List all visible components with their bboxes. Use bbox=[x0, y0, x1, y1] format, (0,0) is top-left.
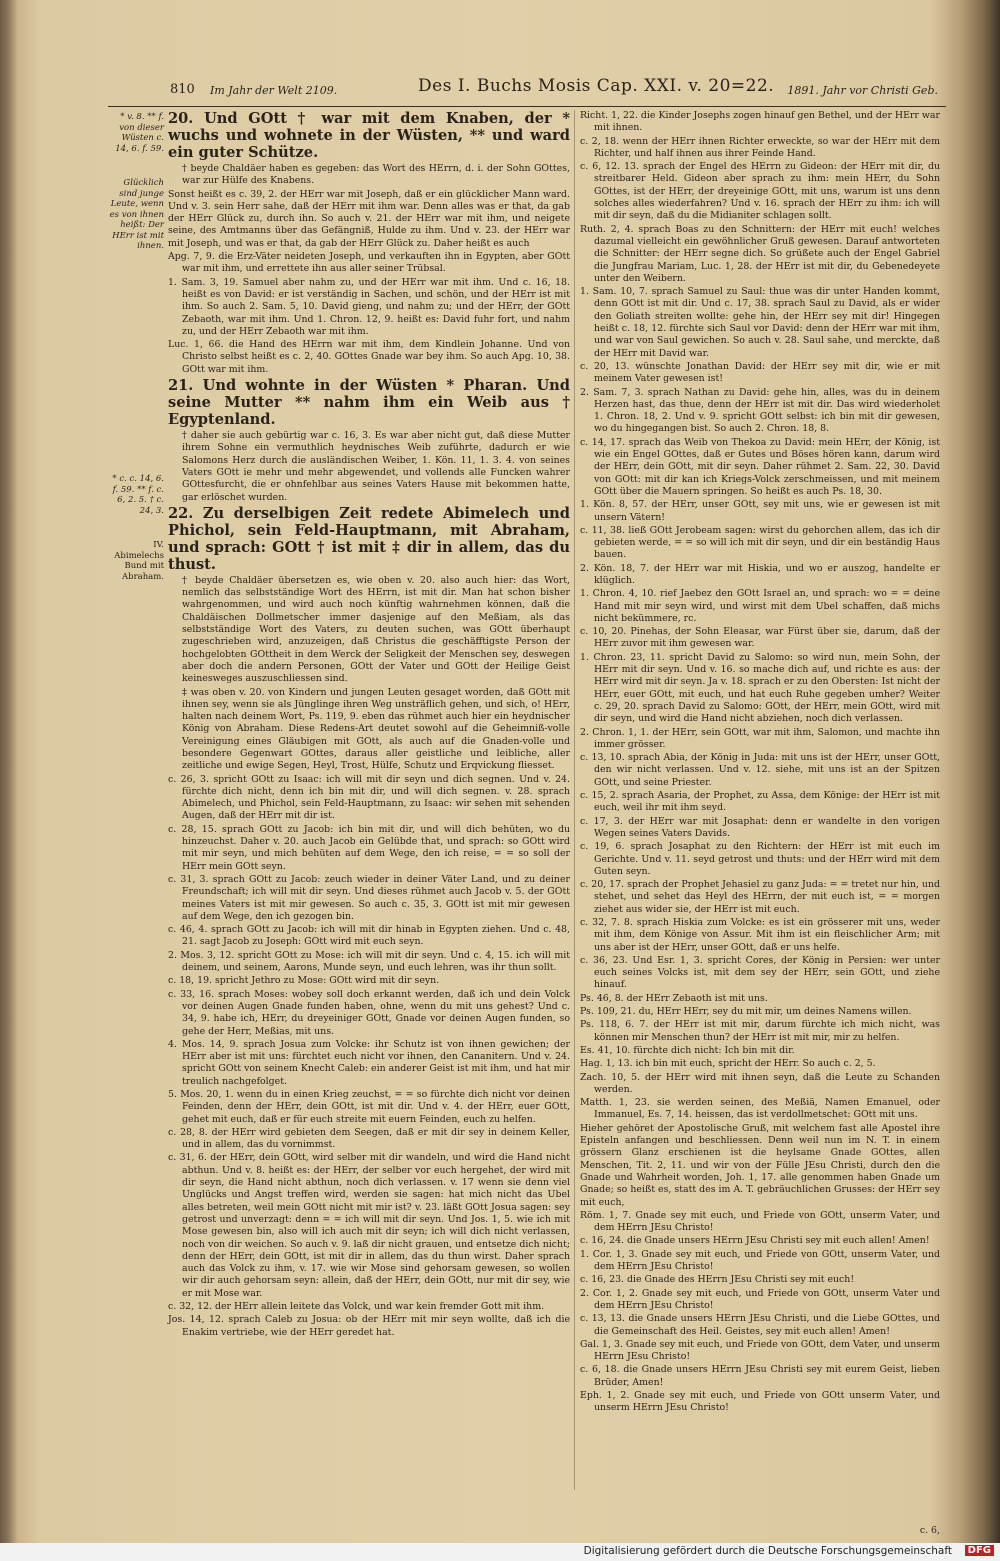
commentary-paragraph: c. 31, 3. sprach GOtt zu Jacob: zeuch wieder in deiner Väter Land, und zu deiner Freundschaft; ich will mit dir seyn. Und dieses rühmet auch Jacob v. 5. der GOtt meines Vaters ist mit mir gewesen. So auch c. 35, 3. GOtt ist mit mir gewesen auf dem Wege, den ich gezogen bin. bbox=[168, 873, 570, 922]
margin-note: Glücklich sind junge Leute, wenn es von ihnen heißt: Der HErr ist mit ihnen. bbox=[109, 178, 164, 251]
reference-paragraph: c. 10, 20. Pinehas, der Sohn Eleasar, war Fürst über sie, darum, daß der HErr zuvor mit ihm gewesen war. bbox=[580, 626, 940, 650]
catchword: c. 6, bbox=[919, 1525, 940, 1536]
reference-paragraph: Hag. 1, 13. ich bin mit euch, spricht der HErr. So auch c. 2, 5. bbox=[580, 1058, 876, 1070]
reference-paragraph: c. 15, 2. sprach Asaria, der Prophet, zu Assa, dem Könige: der HErr ist mit euch, weil ihr mit ihm seyd. bbox=[580, 790, 940, 814]
reference-paragraph: 2. Chron. 1, 1. der HErr, sein GOtt, war mit ihm, Salomon, und machte ihn immer grösser. bbox=[580, 726, 940, 750]
reference-paragraph: 1. Cor. 1, 3. Gnade sey mit euch, und Friede von GOtt, unserm Vater, und dem HErrn JEsu Christo! bbox=[580, 1248, 940, 1273]
reference-paragraph: 1. Sam. 10, 7. sprach Samuel zu Saul: thue was dir unter Handen kommt, denn GOtt ist mit dir. Und c. 17, 38. sprach Saul zu David, als er wider den Goliath streiten wollte: gehe hin, der HErr sey mit dir! Hingegen heißt c. 18, 12. fürchte sich Saul vor David: denn der HErr war mit ihm, und war von Saul gewichen. So auch v. 28. Saul sahe, und merckte, daß der HErr mit David war. bbox=[580, 286, 940, 359]
reference-paragraph: c. 16, 23. die Gnade des HErrn JEsu Christi sey mit euch! bbox=[580, 1274, 855, 1286]
reference-paragraph: 2. Sam. 7, 3. sprach Nathan zu David: gehe hin, alles, was du in deinem Herzen hast, das thue, denn der HErr ist mit dir. Das wird wiederholet 1. Chron. 18, 2. Und v. 9. spricht GOtt selbst: ich bin mit dir gewesen, wo du hingegangen bist. So auch 2. Chron. 18, 8. bbox=[580, 386, 940, 435]
reference-paragraph: c. 32, 7. 8. sprach Hiskia zum Volcke: es ist ein grösserer mit uns, weder mit ihm, dem Könige von Assur. Mit ihm ist ein fleischlicher Arm; mit uns aber ist der HErr, unser GOtt, daß er uns helfe. bbox=[580, 917, 940, 953]
reference-paragraph: Röm. 1, 7. Gnade sey mit euch, und Friede von GOtt, unserm Vater, und dem HErrn JEsu Christo! bbox=[580, 1209, 940, 1234]
commentary-paragraph: c. 28, 15. sprach GOtt zu Jacob: ich bin mit dir, und will dich behüten, wo du hinzeuchst. Daher v. 20. auch Jacob ein Gelübde that, und sprach: so GOtt wird mit mir seyn, und mich behüten auf dem Wege, den ich reise, = = so soll der HErr mein GOtt seyn. bbox=[168, 823, 570, 872]
reference-paragraph: Zach. 10, 5. der HErr wird mit ihnen seyn, daß die Leute zu Schanden werden. bbox=[580, 1071, 940, 1095]
reference-paragraph: 2. Kön. 18, 7. der HErr war mit Hiskia, und wo er auszog, handelte er klüglich. bbox=[580, 562, 940, 586]
reference-paragraph: c. 2, 18. wenn der HErr ihnen Richter erweckte, so war der HErr mit dem Richter, und half ihnen aus ihrer Feinde Hand. bbox=[580, 135, 940, 159]
reference-paragraph: c. 20, 13. wünschte Jonathan David: der HErr sey mit dir, wie er mit meinem Vater gewesen ist! bbox=[580, 360, 940, 385]
verse-20: 20. Und GOtt † war mit dem Knaben, der * wuchs und wohnete in der Wüsten, ** und ward ein guter Schütze. bbox=[168, 110, 570, 161]
dfg-logo: DFG bbox=[965, 1545, 994, 1556]
funding-note: Digitalisierung gefördert durch die Deutsche Forschungsgemeinschaft bbox=[583, 1545, 952, 1557]
commentary-paragraph: † beyde Chaldäer haben es gegeben: das Wort des HErrn, d. i. der Sohn GOttes, war zur Hülfe des Knabens. bbox=[182, 163, 570, 187]
reference-paragraph: c. 14, 17. sprach das Weib von Thekoa zu David: mein HErr, der König, ist wie ein Engel GOttes, daß er Gutes und Böses hören kann, darum wird der HErr, dein GOtt, mit dir seyn. Daher rühmet 2. Sam. 22, 30. David von GOtt: mit dir kan ich Kriegs-Volck zerschmeissen, und mit meinem GOtt über die Mauern springen. So heißt es auch Ps. 18, 30. bbox=[580, 436, 940, 497]
margin-note: IV. Abimelechs Bund mit Abraham. bbox=[114, 540, 164, 582]
reference-paragraph: Ruth. 2, 4. sprach Boas zu den Schnittern: der HErr mit euch! welches dazumal vielleicht ein gewöhnlicher Gruß gewesen. Darauf antworteten die Schnitter: der HErr segne dich. So grüßete auch der Engel Gabriel die Jungfrau Mariam, Luc. 1, 28. der HErr ist mit dir, du Gebenedeyete unter den Weibern. bbox=[580, 223, 940, 284]
reference-paragraph: 1. Kön. 8, 57. der HErr, unser GOtt, sey mit uns, wie er gewesen ist mit unsern Vätern! bbox=[580, 499, 940, 523]
commentary-paragraph: c. 33, 16. sprach Moses: wobey soll doch erkannt werden, daß ich und dein Volck vor deinen Augen Gnade funden haben, ohne, wenn du mit uns gehest? Und c. 34, 9. habe ich, HErr, du dreyeiniger GOtt, Gnade vor deinen Augen funden, so gehe der Herr, Meßias, mit uns. bbox=[168, 988, 570, 1037]
left-column bbox=[168, 110, 570, 1340]
reference-paragraph: c. 13, 10. sprach Abia, der König in Juda: mit uns ist der HErr, unser GOtt, den wir nicht verlassen. Und v. 12. siehe, mit uns ist an der Spitzen GOtt, und seine Priester. bbox=[580, 752, 940, 788]
commentary-paragraph: 1. Sam. 3, 19. Samuel aber nahm zu, und der HErr war mit ihm. Und c. 16, 18. heißt es von David: er ist verständig in Sachen, und schön, und der HErr ist mit ihm. So auch 2. Sam. 5, 10. David gieng, und nahm zu; und der HErr, der GOtt Zebaoth, war mit ihm. Und 1. Chron. 12, 9. heißt es: David fuhr fort, und nahm zu, und der HErr Zebaoth war mit ihm. bbox=[168, 276, 570, 337]
reference-paragraph: Ps. 109, 21. du, HErr HErr, sey du mit mir, um deines Namens willen. bbox=[580, 1006, 912, 1018]
reference-paragraph: Hieher gehöret der Apostolische Gruß, mit welchem fast alle Apostel ihre Episteln anfangen und beschliessen. Denn weil nun im N. T. in einem grössern Glanz erschienen ist die heylsame Gnade GOttes, allen Menschen, Tit. 2, 11. und wir von der Fülle JEsu Christi, durch den die Gnade und Wahrheit worden, Joh. 1, 17. alle genommen haben Gnade um Gnade; so heißt es, statt des im A. T. gebräuchlichen Grusses: der HErr sey mit euch, bbox=[580, 1122, 940, 1208]
reference-paragraph: c. 19, 6. sprach Josaphat zu den Richtern: der HErr ist mit euch im Gerichte. Und v. 11. seyd getrost und thuts: und der HErr wird mit dem Guten seyn. bbox=[580, 841, 940, 877]
commentary-paragraph: 2. Mos. 3, 12. spricht GOtt zu Mose: ich will mit dir seyn. Und c. 4, 15. ich will mit deinem, und seinem, Aarons, Munde seyn, und euch lehren, was ihr thun sollt. bbox=[168, 949, 570, 974]
commentary-paragraph: Jos. 14, 12. sprach Caleb zu Josua: ob der HErr mit mir seyn wollte, daß ich die Enakim vertriebe, wie der HErr geredet hat. bbox=[168, 1314, 570, 1338]
reference-paragraph: c. 20, 17. sprach der Prophet Jehasiel zu ganz Juda: = = tretet nur hin, und stehet, und sehet das Heyl des HErrn, der mit euch ist, = = morgen ziehet aus wider sie, der HErr ist mit euch. bbox=[580, 879, 940, 915]
commentary-paragraph: † beyde Chaldäer übersetzen es, wie oben v. 20. also auch hier: das Wort, nemlich das selbstständige Wort des HErrn, ist mit dir. Man hat schon bisher wahrgenommen, und wird auch noch künftig wahrnehmen können, daß die Chaldäischen Dollmetscher immer dasjenige auf den Meßiam, als das selbstständige Wort des Vaters, zu deuten suchen, was GOtt überhaupt zugeschrieben wird, anzuzeigen, daß Christus die geschäfftigste Person der hochgelobten GOttheit in dem Werck der Seligkeit der Menschen sey, deswegen aber doch die andern Personen, GOtt der Vater und GOtt der Heilige Geist keinesweges auszuschliessen sind. bbox=[182, 574, 570, 685]
reference-paragraph: c. 6, 12. 13. sprach der Engel des HErrn zu Gideon: der HErr mit dir, du streitbarer Held. Gideon aber sprach zu ihm: mein HErr, du Sohn GOttes, ist der HErr, der dreyeinige GOtt, mit uns, warum ist uns denn solches alles wiederfahren? Und v. 16. sprach der HErr zu ihm: ich will mit dir seyn, daß du die Midianiter schlagen sollt. bbox=[580, 161, 940, 222]
reference-paragraph: c. 16, 24. die Gnade unsers HErrn JEsu Christi sey mit euch allen! Amen! bbox=[580, 1235, 930, 1247]
commentary-paragraph: Sonst heißt es c. 39, 2. der HErr war mit Joseph, daß er ein glücklicher Mann ward. Und v. 3. sein Herr sahe, daß der HErr mit ihm war. Denn alles was er that, da gab der HErr Glück zu, durch ihn. So auch v. 21. der HErr war mit ihm, und neigete seine, des Amtmanns über das Gefängniß, Hulde zu ihm. Und v. 23. der HErr war mit Joseph, und was er that, da gab der HErr Glück zu. Daher heißt es auch bbox=[168, 188, 570, 249]
header-title: Des I. Buchs Mosis Cap. XXI. v. 20=22. bbox=[418, 76, 775, 96]
reference-paragraph: c. 6, 18. die Gnade unsers HErrn JEsu Christi sey mit eurem Geist, lieben Brüder, Amen! bbox=[580, 1364, 940, 1388]
running-header bbox=[108, 76, 946, 107]
header-year-before-christ: 1891. Jahr vor Christi Geb. bbox=[787, 84, 938, 97]
reference-paragraph: Richt. 1, 22. die Kinder Josephs zogen hinauf gen Bethel, und der HErr war mit ihnen. bbox=[580, 110, 940, 134]
commentary-paragraph: Apg. 7, 9. die Erz-Väter neideten Joseph, und verkauften ihn in Egypten, aber GOtt war mit ihm, und errettete ihn aus aller seiner Trübsal. bbox=[168, 251, 570, 275]
header-year-of-world: Im Jahr der Welt 2109. bbox=[210, 84, 338, 97]
verse-22: 22. Zu derselbigen Zeit redete Abimelech und Phichol, sein Feld-Hauptmann, mit Abraham, und sprach: GOtt † ist mit ‡ dir in allem, das du thust. bbox=[168, 504, 570, 573]
reference-paragraph: c. 36, 23. Und Esr. 1, 3. spricht Cores, der König in Persien: wer unter euch seines Volcks ist, mit dem sey der HErr, sein GOtt, und ziehe hinauf. bbox=[580, 954, 940, 991]
reference-paragraph: Ps. 118, 6. 7. der HErr ist mit mir, darum fürchte ich mich nicht, was können mir Menschen thun? der HErr ist mit mir, mir zu helfen. bbox=[580, 1019, 940, 1043]
commentary-paragraph: ‡ was oben v. 20. von Kindern und jungen Leuten gesaget worden, daß GOtt mit ihnen sey, wenn sie als Jünglinge ihren Weg unsträflich gehen, und sich, o! HErr, halten nach deinem Wort, Ps. 119, 9. eben das rühmet auch hier ein heydnischer König von Abraham. Diese Redens-Art deutet sowohl auf die Geheimniß-volle Vereinigung eines Gläubigen mit GOtt, als auch auf die Gnaden-volle und besondere Gegenwart GOttes, daraus aller geistliche und leibliche, aller zeitliche und ewige Segen, Heyl, Trost, Hülfe, Schutz und Erqvickung fliesset. bbox=[182, 686, 570, 772]
commentary-paragraph: † daher sie auch gebürtig war c. 16, 3. Es war aber nicht gut, daß diese Mutter ihrem Sohne ein vermuthlich heydnisches Weib zuführte, dadurch er wie Salomons Herz durch die ausländischen Weiber, 1. Kön. 11, 1. 3. 4. von seines Vaters GOtt ie mehr und mehr abgewendet, und vollends alle Funcken wahrer GOttesfurcht, die er ohnfehlbar aus seines Vaters Hause mit bekommen hatte, gar erlöschet wurden. bbox=[182, 430, 570, 503]
reference-paragraph: Gal. 1, 3. Gnade sey mit euch, und Friede von GOtt, dem Vater, und unserm HErrn JEsu Christo! bbox=[580, 1338, 940, 1363]
reference-paragraph: 1. Chron. 23, 11. spricht David zu Salomo: so wird nun, mein Sohn, der HErr mit dir seyn. Und v. 16. so mache dich auf, und richte es aus: der HErr wird mit dir seyn. Ja v. 18. sprach er zu den Obersten: Ist nicht der HErr, euer GOtt, mit euch, und hat euch Ruhe gegeben umher? Weiter c. 29, 20. sprach David zu Salomo: GOtt, der HErr, mein GOtt, wird mit dir seyn, und wird die Hand nicht abziehen, noch dich verlassen. bbox=[580, 651, 940, 725]
commentary-paragraph: c. 31, 6. der HErr, dein GOtt, wird selber mit dir wandeln, und wird die Hand nicht abthun. Und v. 8. heißt es: der HErr, der selber vor euch hergehet, der wird mit dir seyn, die Hand nicht abthun, noch dich verlassen. v. 17 wenn sie denn viel Unglücks und Angst treffen wird, werden sie sagen: hat mich nicht das Ubel alles betreten, weil mein GOtt nicht mit mir ist? v. 23. läßt GOtt Josua sagen: sey getrost und unverzagt: denn = = ich will mit dir seyn. Und Jos. 1, 5. wie ich mit Mose gewesen bin, also will ich auch mit dir seyn; ich will dich nicht verlassen, noch von dir weichen. So auch v. 9. laß dir nicht grauen, und entsetze dich nicht; denn der HErr, dein GOtt, ist mit dir in allem, das du thun wirst. Daher sprach auch das Volck zu ihm, v. 17. wie wir Mose sind gehorsam gewesen, so wollen wir dir auch gehorsam seyn: allein, daß der HErr, dein GOtt, nur mit dir sey, wie er mit Mose war. bbox=[168, 1152, 570, 1299]
reference-paragraph: c. 11, 38. ließ GOtt Jerobeam sagen: wirst du gehorchen allem, das ich dir gebieten werde, = = so will ich mit dir seyn, und dir ein beständig Haus bauen. bbox=[580, 524, 940, 561]
verse-21: 21. Und wohnte in der Wüsten * Pharan. Und seine Mutter ** nahm ihm ein Weib aus † Egyptenland. bbox=[168, 377, 570, 429]
digitization-footer bbox=[0, 1543, 1000, 1561]
right-column bbox=[580, 110, 940, 1416]
book-page bbox=[108, 66, 946, 1536]
margin-note: * v. 8. ** f. von dieser Wüsten c. 14, 6. f. 59. bbox=[115, 112, 164, 154]
page-number: 810 bbox=[170, 82, 195, 97]
commentary-paragraph: 4. Mos. 14, 9. sprach Josua zum Volcke: ihr Schutz ist von ihnen gewichen; der HErr aber ist mit uns: fürchtet euch nicht vor ihnen, den Cananitern. Und v. 24. spricht GOtt von seinem Knecht Caleb: ein anderer Geist ist mit ihm, und hat mir treulich nachgefolget. bbox=[168, 1038, 570, 1087]
reference-paragraph: 1. Chron. 4, 10. rief Jaebez den GOtt Israel an, und sprach: wo = = deine Hand mit mir seyn wird, und wirst mit dem Ubel schaffen, daß michs nicht bekümmere, rc. bbox=[580, 588, 940, 624]
reference-paragraph: Matth. 1, 23. sie werden seinen, des Meßiä, Namen Emanuel, oder Immanuel, Es. 7, 14. heissen, das ist verdollmetschet: GOtt mit uns. bbox=[580, 1097, 940, 1121]
commentary-paragraph: c. 32, 12. der HErr allein leitete das Volck, und war kein fremder Gott mit ihm. bbox=[168, 1301, 545, 1313]
reference-paragraph: Es. 41, 10. fürchte dich nicht: Ich bin mit dir. bbox=[580, 1044, 795, 1056]
commentary-paragraph: c. 26, 3. spricht GOtt zu Isaac: ich will mit dir seyn und dich segnen. Und v. 24. fürchte dich nicht, denn ich bin mit dir, und will dich segnen. v. 28. sprach Abimelech, und Phichol, sein Feld-Hauptmann, zu Isaac: wir sehen mit sehenden Augen, daß der HErr mit dir ist. bbox=[168, 773, 570, 822]
margin-note: * c. c. 14, 6. f. 59. ** f. c. 6, 2. 5. † c. 24, 3. bbox=[112, 474, 164, 516]
reference-paragraph: 2. Cor. 1, 2. Gnade sey mit euch, und Friede von GOtt, unserm Vater und dem HErrn JEsu Christo! bbox=[580, 1287, 940, 1311]
column-divider bbox=[574, 110, 575, 1490]
commentary-paragraph: Luc. 1, 66. die Hand des HErrn war mit ihm, dem Kindlein Johanne. Und von Christo selbst heißt es c. 2, 40. GOttes Gnade war bey ihm. So auch Apg. 10, 38. GOtt war mit ihm. bbox=[168, 339, 570, 375]
reference-paragraph: Eph. 1, 2. Gnade sey mit euch, und Friede von GOtt unserm Vater, und unserm HErrn JEsu Christo! bbox=[580, 1389, 940, 1414]
commentary-paragraph: c. 28, 8. der HErr wird gebieten dem Seegen, daß er mit dir sey in deinem Keller, und in allem, das du vornimmst. bbox=[168, 1126, 570, 1151]
commentary-paragraph: c. 18, 19. spricht Jethro zu Mose: GOtt wird mit dir seyn. bbox=[168, 975, 440, 987]
reference-paragraph: Ps. 46, 8. der HErr Zebaoth ist mit uns. bbox=[580, 992, 768, 1004]
reference-paragraph: c. 17, 3. der HErr war mit Josaphat: denn er wandelte in den vorigen Wegen seines Vaters Davids. bbox=[580, 815, 940, 839]
commentary-paragraph: 5. Mos. 20, 1. wenn du in einen Krieg zeuchst, = = so fürchte dich nicht vor deinen Feinden, denn der HErr, dein GOtt, ist mit dir. Und v. 4. der HErr, euer GOtt, gehet mit euch, daß er für euch streite mit euern Feinden, euch zu helfen. bbox=[168, 1089, 570, 1125]
commentary-paragraph: c. 46, 4. sprach GOtt zu Jacob: ich will mit dir hinab in Egypten ziehen. Und c. 48, 21. sagt Jacob zu Joseph: GOtt wird mit euch seyn. bbox=[168, 924, 570, 948]
reference-paragraph: c. 13, 13. die Gnade unsers HErrn JEsu Christi, und die Liebe GOttes, und die Gemeinschaft des Heil. Geistes, sey mit euch allen! Amen! bbox=[580, 1313, 940, 1337]
